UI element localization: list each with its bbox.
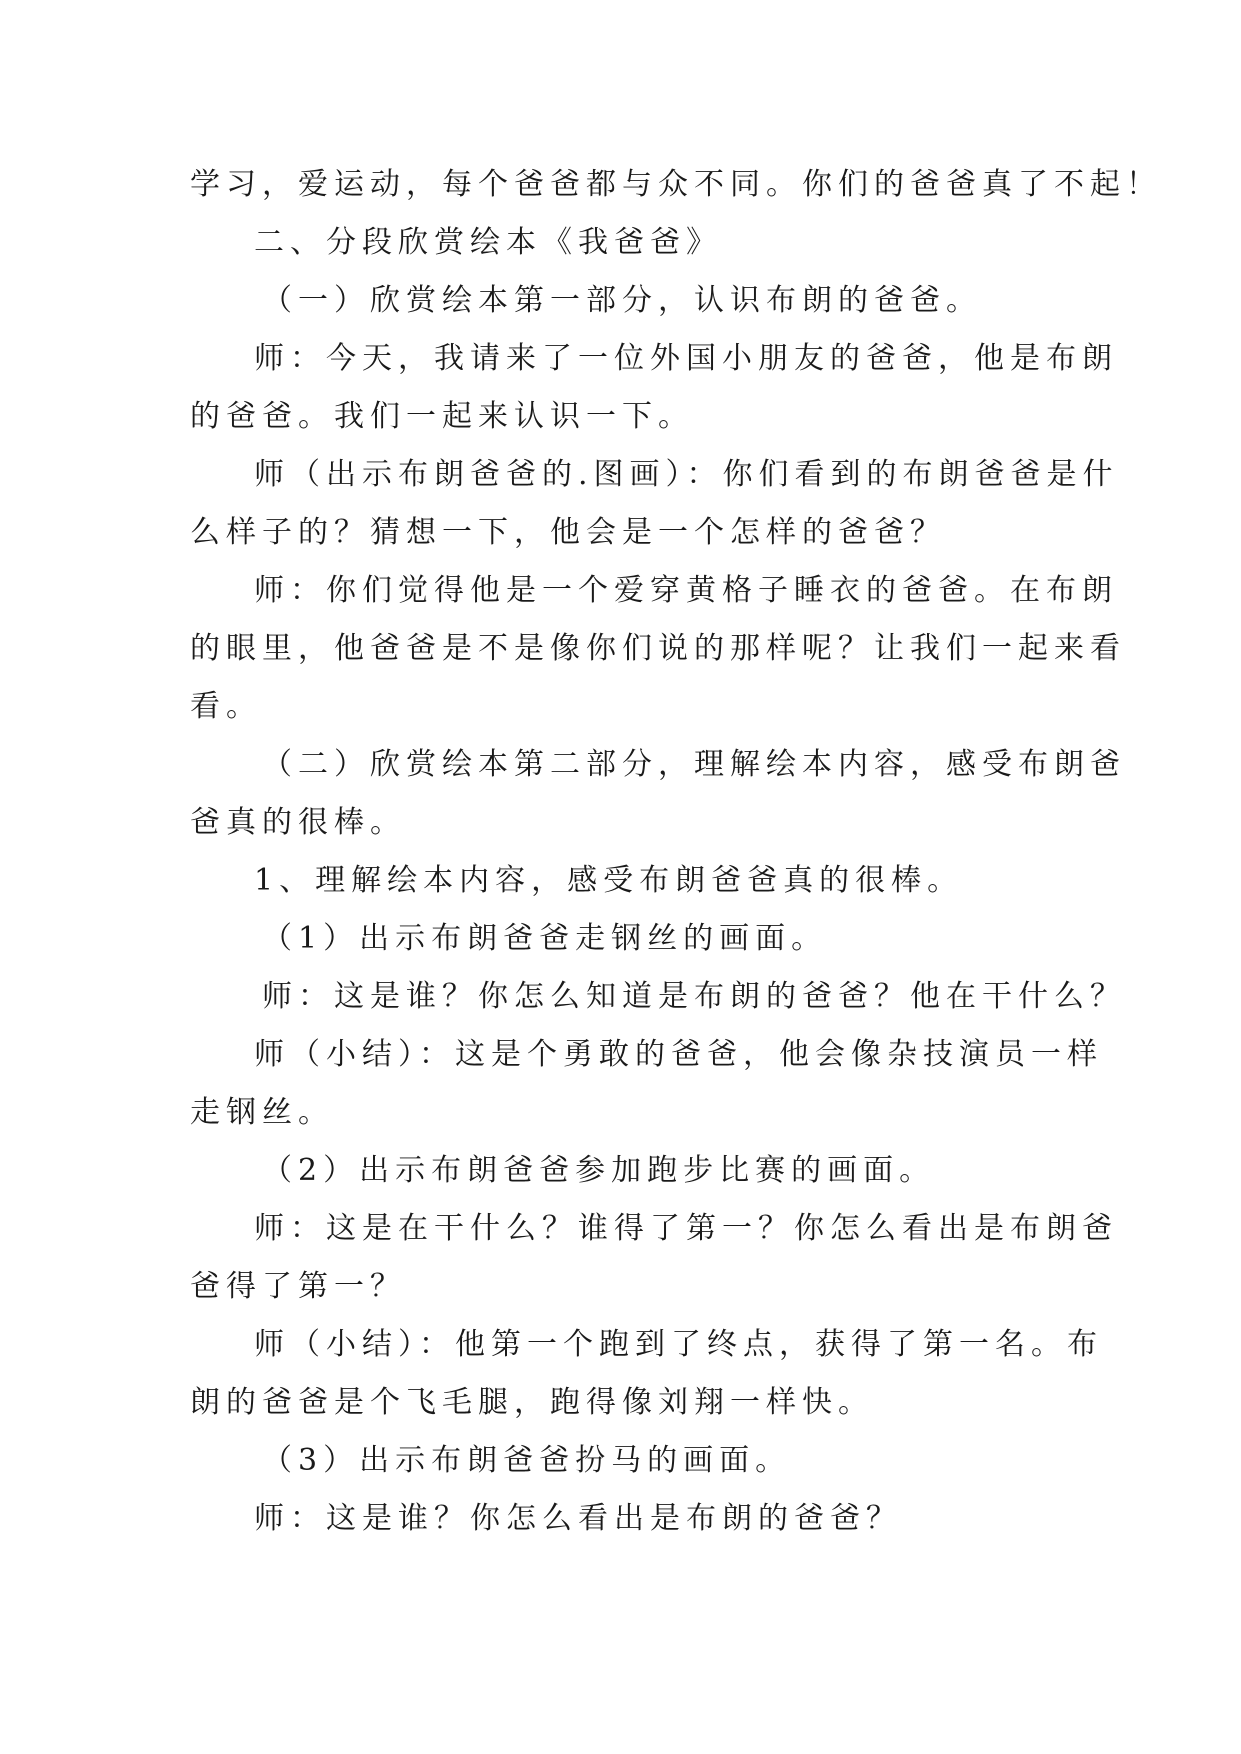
section-heading: 二、分段欣赏绘本《我爸爸》: [254, 225, 722, 260]
text-line: 师：这是谁？你怎么知道是布朗的爸爸？他在干什么？: [262, 979, 1126, 1014]
text-line: （1）出示布朗爸爸走钢丝的画面。: [262, 921, 828, 956]
text-line: 学习，爱运动，每个爸爸都与众不同。你们的爸爸真了不起！: [190, 167, 1162, 202]
subsection-heading: （二）欣赏绘本第二部分，理解绘本内容，感受布朗爸: [262, 747, 1126, 782]
text-line: 师：你们觉得他是一个爱穿黄格子睡衣的爸爸。在布朗: [254, 573, 1118, 608]
text-line: 朗的爸爸是个飞毛腿，跑得像刘翔一样快。: [190, 1385, 874, 1420]
text-line: 么样子的？猜想一下，他会是一个怎样的爸爸？: [190, 515, 946, 550]
text-line: 走钢丝。: [190, 1095, 334, 1130]
text-line: 师：这是谁？你怎么看出是布朗的爸爸？: [254, 1501, 902, 1536]
text-line: （3）出示布朗爸爸扮马的画面。: [262, 1443, 792, 1478]
text-line: 看。: [190, 689, 262, 724]
text-line: 的爸爸。我们一起来认识一下。: [190, 399, 694, 434]
text-line: 爸得了第一？: [190, 1269, 406, 1304]
text-line: 爸真的很棒。: [190, 805, 406, 840]
text-line: 师（出示布朗爸爸的.图画）：你们看到的布朗爸爸是什: [254, 457, 1119, 492]
text-line: 师（小结）：这是个勇敢的爸爸，他会像杂技演员一样: [254, 1037, 1103, 1072]
text-line: 师：今天，我请来了一位外国小朋友的爸爸，他是布朗: [254, 341, 1118, 376]
text-line: 1、理解绘本内容，感受布朗爸爸真的很棒。: [254, 863, 964, 898]
text-line: （2）出示布朗爸爸参加跑步比赛的画面。: [262, 1153, 936, 1188]
subsection-heading: （一）欣赏绘本第一部分，认识布朗的爸爸。: [262, 283, 982, 318]
text-line: 师（小结）：他第一个跑到了终点，获得了第一名。布: [254, 1327, 1103, 1362]
text-line: 师：这是在干什么？谁得了第一？你怎么看出是布朗爸: [254, 1211, 1118, 1246]
text-line: 的眼里，他爸爸是不是像你们说的那样呢？让我们一起来看: [190, 631, 1126, 666]
